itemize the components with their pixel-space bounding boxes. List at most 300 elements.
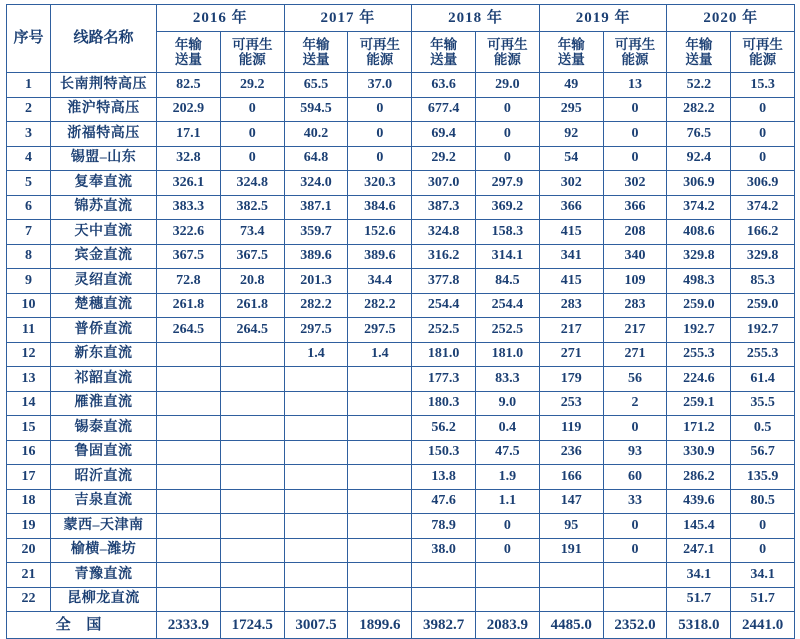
cell-2020-volume: 374.2 — [667, 195, 731, 220]
table-row — [7, 318, 795, 343]
cell-2019-renewable: 217 — [603, 318, 667, 343]
cell-2017-volume: 594.5 — [284, 97, 348, 122]
row-line-name: 吉泉直流 — [51, 489, 157, 514]
row-index: 10 — [7, 293, 51, 318]
cell-2020-renewable: 374.2 — [731, 195, 795, 220]
cell-2018-volume: 252.5 — [412, 318, 476, 343]
cell-2017-renewable: 320.3 — [348, 171, 412, 196]
row-line-name: 浙福特高压 — [51, 122, 157, 147]
row-line-name: 楚穗直流 — [51, 293, 157, 318]
cell-2019-renewable: 271 — [603, 342, 667, 367]
cell-2020-volume: 247.1 — [667, 538, 731, 563]
cell-2016-volume — [157, 514, 221, 539]
cell-2018-volume: 38.0 — [412, 538, 476, 563]
cell-2017-volume — [284, 416, 348, 441]
cell-2016-volume: 261.8 — [157, 293, 221, 318]
row-line-name: 雁淮直流 — [51, 391, 157, 416]
cell-2020-volume: 408.6 — [667, 220, 731, 245]
table-row — [7, 489, 795, 514]
cell-2016-volume: 72.8 — [157, 269, 221, 294]
metric-line-2: 送量 — [557, 52, 585, 67]
cell-2019-volume: 147 — [539, 489, 603, 514]
row-index: 15 — [7, 416, 51, 441]
cell-2016-volume — [157, 391, 221, 416]
cell-2017-volume — [284, 391, 348, 416]
cell-2018-volume: 47.6 — [412, 489, 476, 514]
cell-2017-renewable — [348, 367, 412, 392]
cell-2020-renewable: 329.8 — [731, 244, 795, 269]
row-line-name: 榆横–潍坊 — [51, 538, 157, 563]
column-header-year-2018: 2018 年 — [412, 5, 540, 32]
cell-2019-volume: 217 — [539, 318, 603, 343]
cell-2018-volume: 307.0 — [412, 171, 476, 196]
cell-2016-renewable: 0 — [220, 97, 284, 122]
cell-2017-volume — [284, 440, 348, 465]
cell-2016-renewable — [220, 563, 284, 588]
cell-2017-renewable: 152.6 — [348, 220, 412, 245]
metric-line-2: 能源 — [621, 52, 649, 67]
cell-2020-renewable: 259.0 — [731, 293, 795, 318]
metric-line-2: 能源 — [238, 52, 266, 67]
row-line-name: 新东直流 — [51, 342, 157, 367]
cell-2019-renewable: 0 — [603, 146, 667, 171]
total-2017-volume: 3007.5 — [284, 612, 348, 639]
cell-2020-volume: 498.3 — [667, 269, 731, 294]
cell-2018-volume: 69.4 — [412, 122, 476, 147]
cell-2016-renewable — [220, 538, 284, 563]
metric-line-2: 能源 — [366, 52, 394, 67]
cell-2018-renewable: 84.5 — [476, 269, 540, 294]
row-index: 5 — [7, 171, 51, 196]
row-index: 20 — [7, 538, 51, 563]
table-row — [7, 73, 795, 98]
row-index: 4 — [7, 146, 51, 171]
column-header-2020-volume — [667, 32, 731, 73]
column-header-index: 序号 — [7, 5, 51, 73]
cell-2016-volume: 322.6 — [157, 220, 221, 245]
cell-2020-volume: 224.6 — [667, 367, 731, 392]
cell-2016-volume — [157, 416, 221, 441]
table-row — [7, 195, 795, 220]
cell-2020-volume: 282.2 — [667, 97, 731, 122]
metric-line-1: 可再生 — [614, 36, 656, 52]
cell-2018-volume: 316.2 — [412, 244, 476, 269]
total-2020-volume: 5318.0 — [667, 612, 731, 639]
cell-2016-renewable: 261.8 — [220, 293, 284, 318]
total-2016-renewable: 1724.5 — [220, 612, 284, 639]
cell-2020-volume: 145.4 — [667, 514, 731, 539]
cell-2020-volume: 330.9 — [667, 440, 731, 465]
transmission-data-table — [6, 4, 795, 639]
cell-2016-volume: 82.5 — [157, 73, 221, 98]
cell-2016-volume — [157, 563, 221, 588]
total-2020-renewable: 2441.0 — [731, 612, 795, 639]
row-index: 13 — [7, 367, 51, 392]
cell-2016-volume: 32.8 — [157, 146, 221, 171]
cell-2019-renewable: 208 — [603, 220, 667, 245]
cell-2020-renewable: 61.4 — [731, 367, 795, 392]
cell-2016-volume — [157, 342, 221, 367]
table-row — [7, 171, 795, 196]
metric-line-1: 年输 — [685, 36, 713, 52]
row-line-name: 锡泰直流 — [51, 416, 157, 441]
cell-2017-renewable: 0 — [348, 146, 412, 171]
cell-2018-volume: 78.9 — [412, 514, 476, 539]
row-index: 21 — [7, 563, 51, 588]
cell-2016-volume: 367.5 — [157, 244, 221, 269]
cell-2018-renewable: 369.2 — [476, 195, 540, 220]
cell-2020-renewable: 80.5 — [731, 489, 795, 514]
cell-2019-volume: 166 — [539, 465, 603, 490]
cell-2018-renewable: 297.9 — [476, 171, 540, 196]
cell-2019-renewable: 0 — [603, 97, 667, 122]
total-2019-renewable: 2352.0 — [603, 612, 667, 639]
cell-2016-volume — [157, 440, 221, 465]
cell-2017-renewable: 0 — [348, 97, 412, 122]
row-index: 14 — [7, 391, 51, 416]
cell-2020-renewable: 255.3 — [731, 342, 795, 367]
cell-2019-renewable: 60 — [603, 465, 667, 490]
cell-2019-renewable: 2 — [603, 391, 667, 416]
cell-2017-volume: 65.5 — [284, 73, 348, 98]
cell-2018-volume — [412, 563, 476, 588]
column-header-2016-renewable — [220, 32, 284, 73]
column-header-year-2017: 2017 年 — [284, 5, 412, 32]
cell-2019-volume — [539, 563, 603, 588]
metric-line-1: 年输 — [174, 36, 202, 52]
cell-2020-renewable: 0 — [731, 122, 795, 147]
cell-2018-volume: 150.3 — [412, 440, 476, 465]
column-header-year-2020: 2020 年 — [667, 5, 795, 32]
cell-2016-volume: 17.1 — [157, 122, 221, 147]
cell-2017-volume — [284, 367, 348, 392]
cell-2019-renewable: 93 — [603, 440, 667, 465]
row-index: 17 — [7, 465, 51, 490]
cell-2017-volume — [284, 514, 348, 539]
cell-2018-renewable: 29.0 — [476, 73, 540, 98]
cell-2019-volume: 253 — [539, 391, 603, 416]
cell-2018-renewable: 254.4 — [476, 293, 540, 318]
cell-2018-renewable: 9.0 — [476, 391, 540, 416]
cell-2017-volume — [284, 538, 348, 563]
cell-2016-renewable: 0 — [220, 122, 284, 147]
cell-2018-volume: 677.4 — [412, 97, 476, 122]
cell-2018-renewable: 0.4 — [476, 416, 540, 441]
cell-2017-renewable — [348, 391, 412, 416]
cell-2018-volume: 324.8 — [412, 220, 476, 245]
cell-2019-renewable: 0 — [603, 538, 667, 563]
cell-2018-renewable: 252.5 — [476, 318, 540, 343]
cell-2019-volume: 283 — [539, 293, 603, 318]
cell-2020-volume: 329.8 — [667, 244, 731, 269]
cell-2019-renewable: 0 — [603, 122, 667, 147]
cell-2019-volume: 54 — [539, 146, 603, 171]
cell-2016-renewable — [220, 587, 284, 612]
row-line-name: 复奉直流 — [51, 171, 157, 196]
row-index: 3 — [7, 122, 51, 147]
cell-2018-volume: 177.3 — [412, 367, 476, 392]
total-row — [7, 612, 795, 639]
column-header-2019-renewable — [603, 32, 667, 73]
cell-2020-renewable: 34.1 — [731, 563, 795, 588]
cell-2016-volume — [157, 465, 221, 490]
table-row — [7, 563, 795, 588]
cell-2017-renewable: 282.2 — [348, 293, 412, 318]
cell-2019-volume: 95 — [539, 514, 603, 539]
cell-2017-volume — [284, 465, 348, 490]
cell-2020-renewable: 85.3 — [731, 269, 795, 294]
cell-2020-renewable: 56.7 — [731, 440, 795, 465]
row-index: 22 — [7, 587, 51, 612]
cell-2017-volume: 282.2 — [284, 293, 348, 318]
cell-2020-volume: 306.9 — [667, 171, 731, 196]
cell-2017-volume — [284, 563, 348, 588]
table-row — [7, 269, 795, 294]
metric-line-1: 可再生 — [487, 36, 528, 52]
cell-2018-volume: 377.8 — [412, 269, 476, 294]
cell-2020-renewable: 135.9 — [731, 465, 795, 490]
metric-line-2: 送量 — [302, 52, 330, 67]
table-row — [7, 220, 795, 245]
cell-2019-volume: 415 — [539, 269, 603, 294]
total-2018-renewable: 2083.9 — [476, 612, 540, 639]
cell-2018-volume: 29.2 — [412, 146, 476, 171]
metric-line-2: 能源 — [749, 52, 777, 67]
cell-2018-renewable: 0 — [476, 122, 540, 147]
cell-2019-renewable: 302 — [603, 171, 667, 196]
cell-2019-volume: 341 — [539, 244, 603, 269]
cell-2019-renewable: 33 — [603, 489, 667, 514]
cell-2017-renewable: 1.4 — [348, 342, 412, 367]
table-row — [7, 440, 795, 465]
cell-2017-volume: 389.6 — [284, 244, 348, 269]
table-row — [7, 587, 795, 612]
cell-2017-renewable: 0 — [348, 122, 412, 147]
cell-2016-renewable — [220, 416, 284, 441]
row-index: 9 — [7, 269, 51, 294]
cell-2016-renewable: 73.4 — [220, 220, 284, 245]
cell-2019-volume: 415 — [539, 220, 603, 245]
cell-2018-renewable: 181.0 — [476, 342, 540, 367]
total-2018-volume: 3982.7 — [412, 612, 476, 639]
cell-2020-volume: 76.5 — [667, 122, 731, 147]
cell-2018-volume: 181.0 — [412, 342, 476, 367]
table-row — [7, 293, 795, 318]
cell-2017-renewable: 389.6 — [348, 244, 412, 269]
metric-line-1: 年输 — [302, 36, 330, 52]
cell-2019-volume: 191 — [539, 538, 603, 563]
cell-2017-volume — [284, 489, 348, 514]
row-index: 11 — [7, 318, 51, 343]
cell-2016-renewable — [220, 342, 284, 367]
metric-line-2: 送量 — [174, 52, 202, 67]
cell-2018-renewable: 1.1 — [476, 489, 540, 514]
cell-2017-renewable — [348, 465, 412, 490]
cell-2016-renewable — [220, 489, 284, 514]
metric-line-2: 能源 — [493, 52, 521, 67]
cell-2018-renewable — [476, 563, 540, 588]
cell-2017-renewable — [348, 538, 412, 563]
cell-2019-volume: 236 — [539, 440, 603, 465]
table-row — [7, 342, 795, 367]
cell-2017-volume — [284, 587, 348, 612]
cell-2018-volume: 387.3 — [412, 195, 476, 220]
cell-2016-renewable — [220, 367, 284, 392]
cell-2017-volume: 40.2 — [284, 122, 348, 147]
cell-2017-renewable — [348, 416, 412, 441]
cell-2017-renewable: 297.5 — [348, 318, 412, 343]
cell-2016-renewable: 20.8 — [220, 269, 284, 294]
cell-2019-volume: 295 — [539, 97, 603, 122]
total-2017-renewable: 1899.6 — [348, 612, 412, 639]
cell-2018-renewable: 0 — [476, 538, 540, 563]
column-header-2018-renewable — [476, 32, 540, 73]
row-line-name: 淮沪特高压 — [51, 97, 157, 122]
cell-2018-renewable: 0 — [476, 146, 540, 171]
cell-2016-volume — [157, 367, 221, 392]
row-line-name: 昆柳龙直流 — [51, 587, 157, 612]
cell-2016-volume: 383.3 — [157, 195, 221, 220]
cell-2020-volume: 52.2 — [667, 73, 731, 98]
cell-2019-renewable: 0 — [603, 416, 667, 441]
cell-2016-renewable — [220, 465, 284, 490]
row-line-name: 昭沂直流 — [51, 465, 157, 490]
cell-2019-renewable — [603, 587, 667, 612]
row-index: 1 — [7, 73, 51, 98]
cell-2017-renewable: 37.0 — [348, 73, 412, 98]
cell-2018-volume: 13.8 — [412, 465, 476, 490]
column-header-2020-renewable — [731, 32, 795, 73]
cell-2020-volume: 34.1 — [667, 563, 731, 588]
cell-2020-volume: 171.2 — [667, 416, 731, 441]
cell-2020-volume: 259.0 — [667, 293, 731, 318]
cell-2018-volume: 254.4 — [412, 293, 476, 318]
cell-2018-renewable: 47.5 — [476, 440, 540, 465]
cell-2016-volume: 326.1 — [157, 171, 221, 196]
cell-2017-renewable — [348, 440, 412, 465]
row-line-name: 普侨直流 — [51, 318, 157, 343]
metric-line-1: 可再生 — [742, 36, 783, 52]
cell-2020-volume: 439.6 — [667, 489, 731, 514]
cell-2019-volume — [539, 587, 603, 612]
metric-line-2: 送量 — [685, 52, 713, 67]
row-index: 16 — [7, 440, 51, 465]
table-row — [7, 465, 795, 490]
cell-2016-volume: 264.5 — [157, 318, 221, 343]
table-row — [7, 244, 795, 269]
cell-2019-renewable: 56 — [603, 367, 667, 392]
row-index: 7 — [7, 220, 51, 245]
cell-2019-volume: 366 — [539, 195, 603, 220]
cell-2019-renewable — [603, 563, 667, 588]
cell-2020-renewable: 0 — [731, 514, 795, 539]
column-header-2017-volume — [284, 32, 348, 73]
cell-2018-renewable: 83.3 — [476, 367, 540, 392]
cell-2020-renewable: 0.5 — [731, 416, 795, 441]
metric-line-1: 可再生 — [231, 36, 273, 52]
cell-2018-renewable: 158.3 — [476, 220, 540, 245]
table-row — [7, 97, 795, 122]
cell-2020-renewable: 0 — [731, 97, 795, 122]
row-index: 19 — [7, 514, 51, 539]
table-row — [7, 391, 795, 416]
column-header-2016-volume — [157, 32, 221, 73]
cell-2019-renewable: 366 — [603, 195, 667, 220]
table-row — [7, 146, 795, 171]
cell-2019-volume: 119 — [539, 416, 603, 441]
cell-2017-volume: 1.4 — [284, 342, 348, 367]
column-header-year-2016: 2016 年 — [157, 5, 285, 32]
cell-2016-renewable — [220, 391, 284, 416]
cell-2018-renewable: 314.1 — [476, 244, 540, 269]
cell-2018-volume: 63.6 — [412, 73, 476, 98]
table-row — [7, 367, 795, 392]
table-footer — [7, 612, 795, 639]
cell-2019-renewable: 283 — [603, 293, 667, 318]
cell-2020-volume: 259.1 — [667, 391, 731, 416]
cell-2018-renewable: 0 — [476, 514, 540, 539]
cell-2020-renewable: 0 — [731, 538, 795, 563]
cell-2017-renewable: 34.4 — [348, 269, 412, 294]
cell-2019-renewable: 340 — [603, 244, 667, 269]
cell-2020-volume: 255.3 — [667, 342, 731, 367]
cell-2016-renewable: 0 — [220, 146, 284, 171]
total-row-label: 全 国 — [7, 612, 157, 639]
row-line-name: 天中直流 — [51, 220, 157, 245]
row-line-name: 祁韶直流 — [51, 367, 157, 392]
cell-2017-volume: 387.1 — [284, 195, 348, 220]
cell-2017-renewable: 384.6 — [348, 195, 412, 220]
cell-2019-volume: 271 — [539, 342, 603, 367]
row-index: 18 — [7, 489, 51, 514]
cell-2016-renewable: 29.2 — [220, 73, 284, 98]
cell-2019-renewable: 109 — [603, 269, 667, 294]
cell-2020-renewable: 51.7 — [731, 587, 795, 612]
cell-2016-volume — [157, 489, 221, 514]
cell-2017-volume: 64.8 — [284, 146, 348, 171]
header-row-years — [7, 5, 795, 32]
cell-2016-renewable: 264.5 — [220, 318, 284, 343]
cell-2016-volume — [157, 587, 221, 612]
cell-2017-renewable — [348, 514, 412, 539]
cell-2020-volume: 51.7 — [667, 587, 731, 612]
table-body — [7, 73, 795, 612]
metric-line-1: 年输 — [430, 36, 458, 52]
cell-2020-renewable: 166.2 — [731, 220, 795, 245]
cell-2018-volume: 180.3 — [412, 391, 476, 416]
column-header-2017-renewable — [348, 32, 412, 73]
row-line-name: 锡盟–山东 — [51, 146, 157, 171]
row-line-name: 蒙西–天津南 — [51, 514, 157, 539]
cell-2017-renewable — [348, 587, 412, 612]
total-2016-volume: 2333.9 — [157, 612, 221, 639]
table-row — [7, 122, 795, 147]
cell-2017-volume: 297.5 — [284, 318, 348, 343]
cell-2018-volume — [412, 587, 476, 612]
cell-2017-volume: 201.3 — [284, 269, 348, 294]
row-line-name: 青豫直流 — [51, 563, 157, 588]
cell-2016-renewable: 382.5 — [220, 195, 284, 220]
column-header-year-2019: 2019 年 — [539, 5, 667, 32]
cell-2020-volume: 286.2 — [667, 465, 731, 490]
total-2019-volume: 4485.0 — [539, 612, 603, 639]
metric-line-2: 送量 — [430, 52, 458, 67]
cell-2018-renewable: 1.9 — [476, 465, 540, 490]
row-index: 2 — [7, 97, 51, 122]
row-line-name: 鲁固直流 — [51, 440, 157, 465]
metric-line-1: 可再生 — [359, 36, 401, 52]
table-row — [7, 416, 795, 441]
